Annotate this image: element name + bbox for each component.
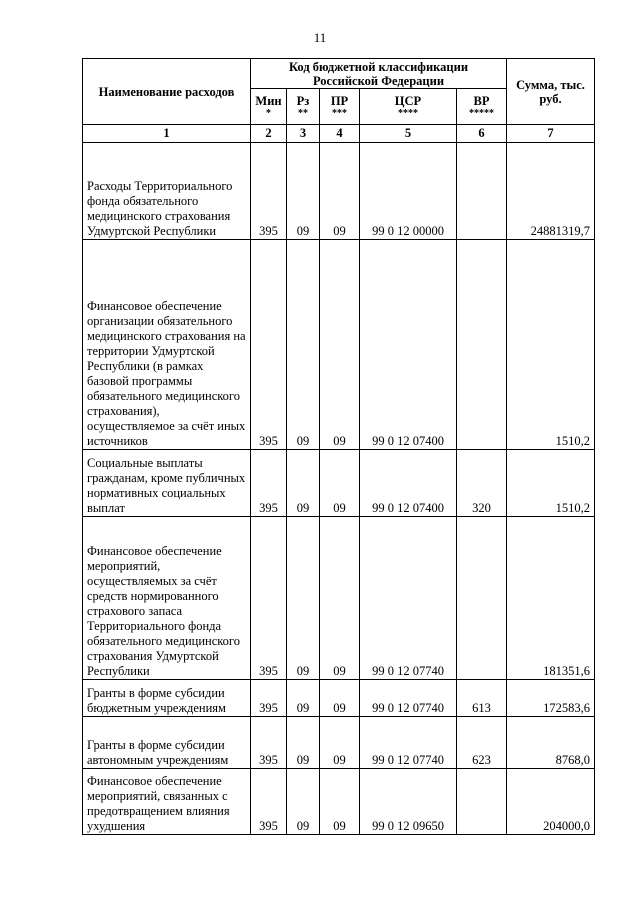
row-vr: 613 xyxy=(457,680,507,717)
col-number: 5 xyxy=(360,125,457,143)
row-pr: 09 xyxy=(320,680,360,717)
col-number: 7 xyxy=(507,125,595,143)
header-csr: ЦСР **** xyxy=(360,89,457,125)
row-min: 395 xyxy=(251,680,287,717)
row-pr: 09 xyxy=(320,240,360,450)
row-rz: 09 xyxy=(287,717,320,769)
row-vr xyxy=(457,240,507,450)
table-row xyxy=(83,240,595,450)
row-min: 395 xyxy=(251,769,287,835)
row-csr: 99 0 12 07400 xyxy=(360,450,457,517)
row-csr: 99 0 12 07740 xyxy=(360,680,457,717)
row-sum: 8768,0 xyxy=(507,717,595,769)
row-sum: 181351,6 xyxy=(507,517,595,680)
table-row xyxy=(83,517,595,680)
table-row xyxy=(83,680,595,717)
row-csr: 99 0 12 07740 xyxy=(360,717,457,769)
header-rz: Рз ** xyxy=(287,89,320,125)
row-vr: 320 xyxy=(457,450,507,517)
header-min: Мин * xyxy=(251,89,287,125)
row-pr: 09 xyxy=(320,717,360,769)
row-csr: 99 0 12 09650 xyxy=(360,769,457,835)
header-name xyxy=(83,59,251,125)
page-number: 11 xyxy=(313,30,327,45)
row-rz: 09 xyxy=(287,143,320,240)
row-rz: 09 xyxy=(287,680,320,717)
row-pr: 09 xyxy=(320,450,360,517)
row-name: Гранты в форме субсидии автономным учреждениям xyxy=(83,717,251,769)
table-row xyxy=(83,143,595,240)
row-sum: 1510,2 xyxy=(507,450,595,517)
row-pr: 09 xyxy=(320,517,360,680)
header-row-1 xyxy=(83,59,595,89)
row-csr: 99 0 12 00000 xyxy=(360,143,457,240)
col-number: 4 xyxy=(320,125,360,143)
row-min: 395 xyxy=(251,240,287,450)
column-numbers-row xyxy=(83,125,595,143)
row-csr: 99 0 12 07400 xyxy=(360,240,457,450)
row-vr xyxy=(457,143,507,240)
row-rz: 09 xyxy=(287,240,320,450)
row-rz: 09 xyxy=(287,769,320,835)
row-vr: 623 xyxy=(457,717,507,769)
row-pr: 09 xyxy=(320,143,360,240)
header-min-note: * xyxy=(266,108,271,119)
row-name: Расходы Территориального фонда обязательного медицинского страхования Удмуртской Республики xyxy=(83,143,251,240)
header-name-label: Наименование расходов xyxy=(98,84,235,99)
row-rz: 09 xyxy=(287,450,320,517)
row-vr xyxy=(457,769,507,835)
row-name: Гранты в форме субсидии бюджетным учреждениям xyxy=(83,680,251,717)
col-number: 2 xyxy=(251,125,287,143)
table-row xyxy=(83,769,595,835)
row-name: Финансовое обеспечение мероприятий, связанных с предотвращением влияния ухудшения xyxy=(83,769,251,835)
row-rz: 09 xyxy=(287,517,320,680)
row-vr xyxy=(457,517,507,680)
header-rz-note: ** xyxy=(298,108,308,119)
header-vr-note: ***** xyxy=(469,108,494,119)
row-name: Финансовое обеспечение организации обязательного медицинского страхования на территории Удмуртской Республики (в рамках базовой программы обязательного медицинского страхования), осуществляемое за счёт иных источников xyxy=(83,240,251,450)
row-min: 395 xyxy=(251,717,287,769)
header-csr-note: **** xyxy=(398,108,418,119)
header-pr-note: *** xyxy=(332,108,347,119)
table-row xyxy=(83,450,595,517)
row-name: Социальные выплаты гражданам, кроме публичных нормативных социальных выплат xyxy=(83,450,251,517)
row-min: 395 xyxy=(251,450,287,517)
row-sum: 24881319,7 xyxy=(507,143,595,240)
col-number: 6 xyxy=(457,125,507,143)
row-sum: 1510,2 xyxy=(507,240,595,450)
row-min: 395 xyxy=(251,517,287,680)
row-pr: 09 xyxy=(320,769,360,835)
col-number: 3 xyxy=(287,125,320,143)
row-name: Финансовое обеспечение мероприятий, осуществляемых за счёт средств нормированного страхового запаса Территориального фонда обязательного медицинского страхования Удмуртской Республики xyxy=(83,517,251,680)
row-sum: 172583,6 xyxy=(507,680,595,717)
header-vr: ВР ***** xyxy=(457,89,507,125)
header-pr: ПР *** xyxy=(320,89,360,125)
row-sum: 204000,0 xyxy=(507,769,595,835)
budget-table xyxy=(82,58,595,835)
row-csr: 99 0 12 07740 xyxy=(360,517,457,680)
header-code-group: Код бюджетной классификации Российской Федерации xyxy=(251,59,507,89)
col-number: 1 xyxy=(83,125,251,143)
header-sum: Сумма, тыс. руб. xyxy=(507,59,595,125)
row-min: 395 xyxy=(251,143,287,240)
table-row xyxy=(83,717,595,769)
